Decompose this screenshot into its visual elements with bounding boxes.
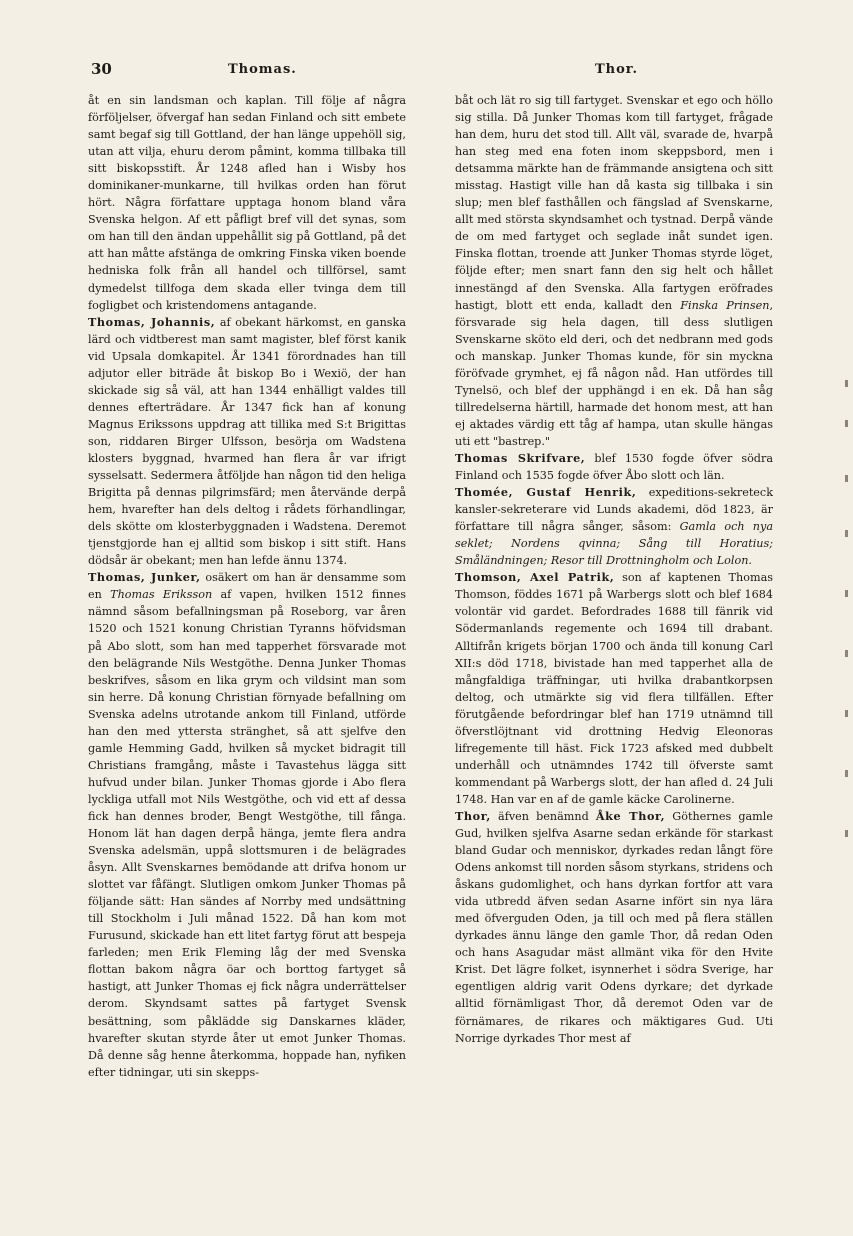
entry-text: af obekant härkomst, en ganska lärd och vidtberest man samt magister, blef först kanik vid Upsala domkapitel. År 1341 förordnades han till adjutor eller biträde åt biskop Bo i Wexiö, der han skickade sig så väl, att han 1344 enhälligt valdes till dennes efterträdare. År 1347 fick han af konung Magnus Erikssons uppdrag att tillika med S:t Brigittas son, riddaren Birger Ulfsson, besörja om Wadstena klosters byggnad, hvarmed han flera år var ifrigt sysselsatt. Sedermera åtföljde han någon tid den heliga Brigitta på dennas pilgrimsfärd; men återvände derpå hem, hvarefter han dels deltog i rådets förhandlingar, dels skötte om klosterbyggnaden i Wadstena. Deremot tjenstgjorde han ej alltid som biskop i sitt stift. Hans dödsår är obekant; men han lefde ännu 1374.	[88, 315, 406, 568]
entry-text: blef 1530 fogde öfver södra Finland och 1535 fogde öfver Åbo slott och län.	[455, 451, 773, 483]
entry-text: äfven benämnd	[490, 809, 596, 823]
left-column	[88, 92, 406, 1081]
entry-text: expeditions-sekreteck kansler-sekreterare vid Lunds akademi, död 1823, är författare till några sånger, såsom:	[455, 486, 773, 534]
entry-text: af vapen, hvilken 1512 finnes nämnd såsom befallningsman på Roseborg, var åren 1520 och 1521 konung Christian Tyranns höfvidsman på Abo slott, som han med tapperhet försvarade mot den belägrande Nils Westgöthe. Denna Junker Thomas beskrifves, såsom en lika grym och vildsint man som sin herre. Då konung Christian förnyade befallning om Svenska adelns utrotande ankom till Finland, utförde han den med yttersta stränghet, så att sjelfve den gamle Hemming Gadd, hvilken så mycket bidragit till Christians framgång, måste i Tavastehus lägga sitt hufvud under bilan. Junker Thomas gjorde i Abo flera lyckliga utfall mot Nils Westgöthe, och vid ett af dessa fick han dennes broder, Bengt Westgöthe, till fånga. Honom lät han dagen derpå hänga, jemte flera andra Svenska adelsmän, uppå slottsmuren i de belägrades åsyn. Allt Svenskarnes bemödande att drifva honom ur slottet var fåfängt. Slutligen omkom Junker Thomas på följande sätt: Han sändes af Norrby med undsättning till Stockholm i Juli månad 1522. Då han kom mot Furusund, skickade han ett litet fartyg förut att bespeja farleden; men Erik Fleming låg der med Svenska flottan bakom några öar och borttog fartyget så hastigt, att Junker Thomas ej fick några underrättelser derom. Skyndsamt sattes på fartyget Svensk besättning, som påklädde sig Danskarnes kläder, hvarefter skutan styrde åter ut emot Junker Thomas. Då denne såg henne återkomma, hoppade han, nyfiken efter tidningar, uti sin skepps-	[88, 588, 407, 1079]
page-number: 30	[91, 60, 112, 78]
paragraph-junker-cont	[455, 92, 773, 450]
entry-thomson	[455, 569, 773, 808]
entry-text: båt och lät ro sig till fartyget. Svenskar et ego och höllo sig stilla. Då Junker Thomas kom till fartyget, frågade han dem, huru det stod till. Allt väl, svarade de, hvarpå han steg med ena foten inom skeppsbord, men i detsamma märkte han de främmande ansigtena och sitt misstag. Hastigt ville han då kasta sig tillbaka i sin slup; men blef fasthållen och fängslad af Svenskarne, allt med största skyndsamhet och tystnad. Derpå vände de om med fartyget och seglade inåt sundet igen. Finska flottan, troende att Junker Thomas styrde löget, följde efter; men snart fann den sig helt och hållet innestängd af den Svenska. Alla fartygen eröfrades hastigt, blott ett enda, kalladt den	[455, 94, 773, 312]
entry-italic: Gamla och nya seklet; Nordens qvinna; Sång till Horatius; Småländningen; Resor till Drottningholm och Loloп.	[455, 520, 773, 568]
entry-thomas-junker	[88, 569, 406, 1080]
entry-text: osäkert om han är densamme som en	[88, 571, 406, 602]
headword: Thomas, Johannis,	[88, 314, 216, 329]
headword: Thomson, Axel Patrik,	[455, 570, 615, 585]
headword: Thor,	[455, 808, 491, 823]
margin-show-through	[845, 380, 849, 880]
headword: Åke Thor,	[595, 808, 666, 823]
entry-thomee	[455, 484, 773, 569]
paragraph-thomas-bishop-cont: åt en sin landsman och kaplan. Till följe af några förföljelser, öfvergaf han sedan Finland och sitt embete samt begaf sig till Gottland, der han länge uppehöll sig, utan att vilja, ehuru derom påmint, komma tillbaka till sitt biskopsstift. År 1248 afled han i Wisby hos dominikaner-munkarne, till hvilkas orden han förut hört. Några författare upptaga honom bland våra Svenska helgon. Af ett påfligt bref vill det synas, som om han till den ändan uppehållit sig på Gottland, på det att han måtte afstänga de omkring Finska viken boende hedniska folk från all handel och tillförsel, samt dymedelst tillfoga dem skada eller tvinga dem till fogligbet och kristendomens antagande.	[88, 94, 406, 312]
entry-thomas-johannis	[88, 314, 406, 570]
right-column	[455, 92, 773, 1047]
entry-text: Göthernes gamle Gud, hvilken sjelfva Asarne sedan erkände för starkast bland Gudar och menniskor, dyrkades redan långt före Odens ankomst till norden såsom styrkans, stridens och åskans gudomlighet, och hans dyrkan fortfor att vara vida utbredd äfven sedan Asarne infört sin nya lära med öfverguden Oden, ja till och med på flera ställen dyrkades ännu länge den gamle Thor, då redan Oden och hans Asagudar mäst allmänt vika för den Hvite Krist. Det lägre folket, isynnerhet i södra Sverige, har egentligen aldrig varit Odens dyrkare; det dyrkade alltid förnämligast Thor, då deremot Oden var de förnämares, de rikares och mäktigares Gud. Uti Norrige dyrkades Thor mest af	[455, 809, 773, 1045]
entry-text: , försvarade sig hela dagen, till dess slutligen Svenskarne sköto eld deri, och det nedbrann med gods och manskap. Junker Thomas kunde, för sin mycknа föröfvade grymhet, ej få någon nåd. Han utfördes till Tynelsö, och blef der upphängd i en ek. Då han såg tillredelserna härtill, harmade det honom mest, att han ej aktades värdig ett tåg af hampa, utan skulle hängas uti ett "bastrep."	[455, 298, 773, 448]
running-head-left: Thomas.	[228, 62, 297, 77]
entry-thomas-skrifvare	[455, 450, 773, 484]
entry-text: son af kaptenen Thomas Thomson, föddes 1671 på Warbergs slott och blef 1684 volontär vid gardet. Befordrades 1688 till fänrik vid Södermanlands regemente och 1694 till drabant. Alltifrån krigets början 1700 och ända till konung Carl XII:s död 1718, bivistade han med tapperhet alla de mångfaldiga träffningar, uti hvilka drabantkorpsen deltog, och utmärkte sig vid flera tillfällen. Efter förutgående befordringar blef han 1719 utnämnd till öfverstlöjtnant vid drottning Hedvig Eleonoras lifregemente till häst. Fick 1723 afsked med dubbelt underhåll och utnämndes 1742 till öfverste samt kommendant på Warbergs slott, der han afled d. 24 Juli 1748. Han var en af de gamle käcke Carolinerne.	[455, 571, 773, 806]
headword: Thomée, Gustaf Henrik,	[455, 485, 637, 500]
entry-thor	[455, 808, 773, 1047]
running-head-right: Thor.	[595, 62, 638, 77]
entry-italic: Thomas Eriksson	[110, 588, 213, 602]
headword: Thomas Skrifvare,	[455, 450, 586, 465]
entry-italic: Finska Prinsen	[680, 298, 770, 312]
headword: Thomas, Junker,	[88, 570, 201, 585]
